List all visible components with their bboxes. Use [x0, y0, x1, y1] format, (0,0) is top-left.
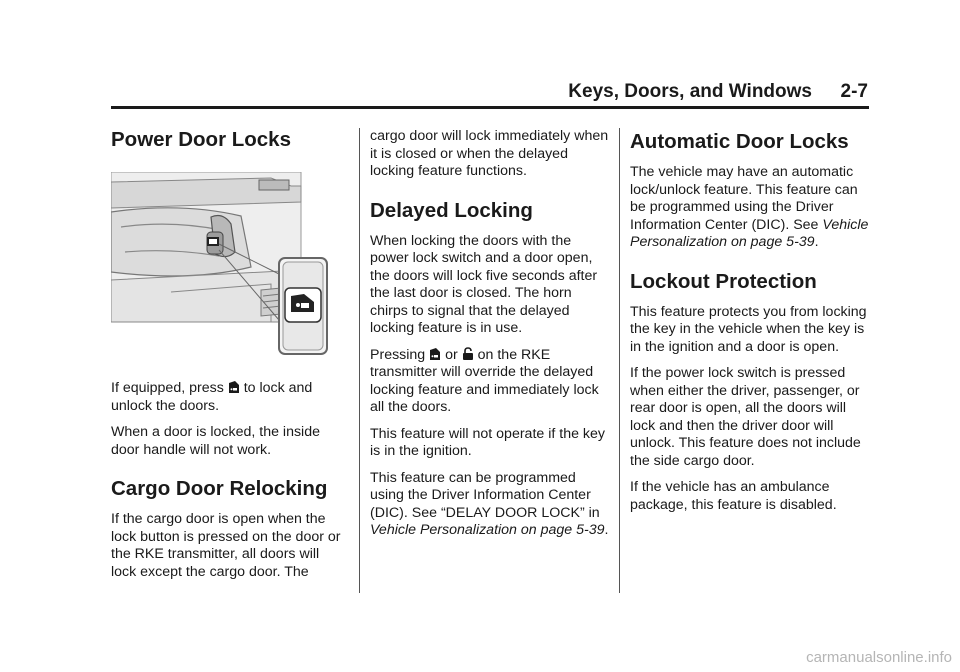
column-3 [630, 128, 870, 523]
paragraph-lockout-3: If the vehicle has an ambulance package, this feature is disabled. [630, 479, 837, 513]
paragraph-delayed: When locking the doors with the power lock switch and a door open, the doors will lock five seconds after the last door is closed. The horn chirps to signal that the delayed locking feature is in use. [370, 232, 598, 336]
door-lock-icon [228, 380, 240, 394]
heading-power-door-locks: Power Door Locks [111, 128, 291, 151]
paragraph-when-locked: When a door is locked, the inside door handle will not work. [111, 424, 320, 458]
heading-automatic-door-locks: Automatic Door Locks [630, 130, 849, 153]
column-1 [111, 128, 347, 590]
column-2 [370, 128, 610, 549]
watermark: carmanualsonline.info [806, 649, 952, 666]
heading-cargo-door-relocking: Cargo Door Relocking [111, 477, 328, 500]
paragraph-cargo-continued: cargo door will lock immediately when it is closed or when the delayed locking feature functions. [370, 128, 609, 179]
paragraph-programmed: This feature can be programmed using the Driver Information Center (DIC). See “DELAY DOOR LOCK” in Vehicle Personalization on page 5-39. [370, 469, 609, 538]
paragraph-if-equipped: If equipped, press to lock and unlock the doors. [111, 380, 313, 414]
paragraph-lockout-1: This feature protects you from locking the key in the vehicle when the key is in the ignition and a door is open. [630, 303, 867, 355]
heading-delayed-locking: Delayed Locking [370, 198, 533, 222]
header-rule [111, 106, 869, 109]
link-vehicle-personalization-2[interactable]: Vehicle Personalization on page 5-39 [630, 216, 869, 250]
link-vehicle-personalization[interactable]: Vehicle Personalization on page 5-39 [370, 522, 605, 538]
door-panel-svg [111, 172, 331, 362]
column-divider-2 [619, 128, 620, 593]
column-divider-1 [359, 128, 360, 593]
paragraph-not-operate: This feature will not operate if the key is in the ignition. [370, 425, 606, 459]
page-number: 2-7 [840, 81, 868, 102]
paragraph-pressing: Pressing or on the RKE transmitter will override the delayed locking feature and immediately lock all the doors. [370, 346, 599, 415]
door-panel-illustration [111, 172, 331, 362]
paragraph-auto: The vehicle may have an automatic lock/unlock feature. This feature can be programmed using the Driver Information Center (DIC). See Vehicle Personalization on page 5-39. [630, 164, 869, 250]
section-title: Keys, Doors, and Windows [568, 81, 812, 102]
unlock-icon [462, 347, 474, 361]
paragraph-lockout-2: If the power lock switch is pressed when either the driver, passenger, or rear door is open, all the doors will lock and then the driver door will unlock. This feature does not include the side cargo door. [630, 365, 861, 469]
heading-lockout-protection: Lockout Protection [630, 269, 817, 293]
paragraph-cargo: If the cargo door is open when the lock button is pressed on the door or the RKE transmitter, all doors will lock except the cargo door. The [111, 511, 341, 580]
lock-icon [429, 347, 441, 361]
